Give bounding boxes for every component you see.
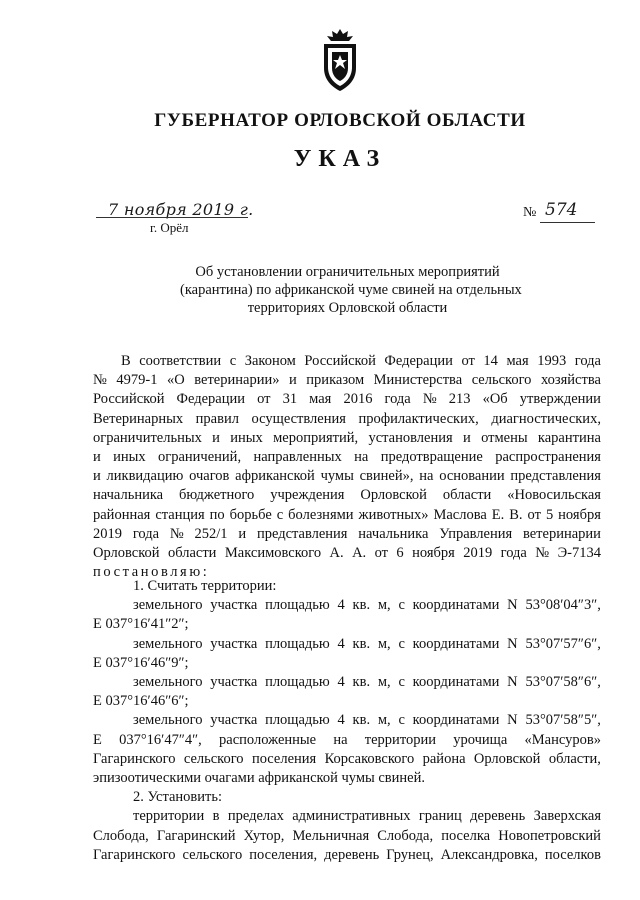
number-sign: №: [523, 205, 537, 220]
operative-line: E 037°16′46″6″;: [93, 693, 189, 710]
word: 4: [337, 712, 345, 729]
word: основании: [439, 468, 505, 485]
word: африканской: [235, 468, 315, 485]
word: административных: [292, 808, 411, 825]
preamble-line: [93, 467, 601, 486]
preamble-line: [93, 410, 601, 429]
word: В.: [509, 506, 523, 523]
word: 1993: [537, 353, 567, 369]
word: учреждения: [270, 487, 345, 504]
word: и: [212, 429, 220, 446]
word: N: [507, 597, 518, 614]
word: сельского: [182, 846, 243, 863]
word: №: [422, 391, 437, 408]
title-line: Об установлении ограничительных мероприятий: [195, 264, 500, 280]
word: Новопетровский: [498, 827, 601, 844]
word: мероприятий,: [273, 429, 359, 446]
word: карантина: [537, 429, 601, 446]
word: Александровка,: [440, 846, 538, 863]
word: на: [354, 449, 369, 466]
word: с: [398, 712, 405, 729]
word: и: [93, 449, 101, 466]
word: района: [422, 750, 466, 767]
word: участка: [210, 674, 258, 691]
word: года: [132, 525, 160, 542]
handwritten-number: 574: [545, 200, 578, 220]
word: Э-7134: [557, 545, 601, 562]
title-line: территориях Орловской области: [247, 300, 448, 316]
word: Маслова: [433, 506, 487, 523]
word: N: [507, 674, 518, 691]
word: с: [276, 506, 284, 523]
word: 53°07′57″6″,: [525, 635, 601, 652]
word: Хутор,: [243, 827, 285, 844]
operative-line: [93, 807, 601, 826]
word: от: [461, 353, 475, 369]
word: области: [442, 487, 492, 504]
word: 252/1: [194, 525, 228, 542]
word: кв.: [352, 635, 371, 652]
word: хозяйства: [540, 372, 601, 389]
word: ноября: [412, 545, 455, 562]
word: 2019: [463, 545, 493, 562]
preamble-line: [93, 486, 601, 505]
word: 037°16′47″4″,: [119, 731, 202, 748]
word: борьбе: [229, 506, 272, 523]
word: земельного: [133, 674, 203, 691]
word: №: [169, 525, 184, 542]
word: поселков: [544, 846, 601, 863]
word: участка: [210, 712, 258, 729]
word: Федерации: [384, 353, 453, 369]
word: станция: [155, 506, 205, 523]
word: Орловской: [360, 487, 427, 504]
word: 6: [396, 545, 404, 562]
word: и: [462, 429, 471, 446]
word: площадью: [265, 635, 330, 652]
document-type: УКАЗ: [293, 146, 387, 172]
word: болезнями: [288, 506, 354, 523]
word: E: [93, 731, 102, 748]
word: Грунец,: [386, 846, 434, 863]
word: года: [500, 545, 527, 562]
word: представления: [256, 525, 348, 542]
word: животных»: [358, 506, 429, 523]
word: и: [238, 525, 247, 542]
word: бюджетного: [179, 487, 255, 504]
word: кв.: [352, 597, 371, 614]
word: №: [93, 372, 107, 389]
word: на: [419, 468, 434, 485]
word: отмены: [481, 429, 528, 446]
word: урочища: [453, 731, 508, 748]
word: года: [574, 353, 601, 369]
word: территории: [133, 808, 205, 825]
word: осуществления: [251, 410, 346, 427]
operative-line: [93, 596, 601, 615]
word: м,: [377, 597, 391, 614]
word: иных: [230, 429, 263, 446]
word: Российской: [304, 353, 376, 369]
word: координатами: [412, 712, 500, 729]
word: Заверхская: [533, 808, 601, 825]
preamble-line: [93, 390, 601, 409]
word: очагов: [189, 468, 230, 485]
word: по: [209, 506, 225, 523]
word: 2016: [343, 391, 373, 408]
handwritten-date: 7 ноября 2019 г.: [108, 200, 254, 219]
date-underline: [96, 217, 248, 218]
word: установления: [368, 429, 453, 446]
word: распространения: [495, 449, 601, 466]
city-label: г. Орёл: [150, 220, 189, 235]
word: ветеринарии»: [194, 372, 280, 389]
word: координатами: [412, 674, 500, 691]
word: площадью: [265, 674, 330, 691]
word: координатами: [412, 597, 500, 614]
word: кв.: [352, 712, 371, 729]
word: Орловской: [473, 750, 541, 767]
word: и: [289, 372, 297, 389]
word: ноября: [558, 506, 601, 523]
word: кв.: [352, 674, 371, 691]
word: №: [535, 545, 550, 562]
word: с: [229, 353, 237, 369]
operative-line: [93, 750, 601, 769]
word: сельского: [183, 750, 244, 767]
word: года: [384, 391, 411, 408]
operative-section: [93, 577, 601, 865]
word: Гагаринского: [93, 846, 176, 863]
word: 4: [337, 597, 345, 614]
word: начальника: [358, 525, 429, 542]
word: расположенные: [219, 731, 317, 748]
word: поселения,: [249, 846, 318, 863]
word: утверждении: [519, 391, 601, 408]
word: области,: [548, 750, 601, 767]
word: предотвращение: [380, 449, 483, 466]
word: м,: [377, 712, 391, 729]
word: Ветеринарных: [93, 410, 184, 427]
word: начальника: [93, 487, 164, 504]
word: участка: [210, 635, 258, 652]
word: В: [121, 353, 131, 369]
operative-line: эпизоотическими очагами африканской чумы свиней.: [93, 770, 425, 787]
preamble-line: [93, 352, 601, 371]
word: 53°07′58″6″,: [525, 674, 601, 691]
word: 14: [483, 353, 498, 369]
word: с: [398, 635, 405, 652]
word: Федерации: [176, 391, 246, 408]
operative-line: [93, 711, 601, 730]
word: координатами: [412, 635, 500, 652]
preamble-line: [93, 429, 601, 448]
word: свиней»,: [359, 468, 414, 485]
operative-line: E 037°16′46″9″;: [93, 654, 189, 671]
word: 53°08′04″3″,: [525, 597, 601, 614]
word: Е.: [491, 506, 505, 523]
word: 213: [448, 391, 471, 408]
preamble-line: [93, 371, 601, 390]
preamble-line: [93, 525, 601, 544]
word: пределах: [227, 808, 284, 825]
word: Министерства: [373, 372, 463, 389]
word: и: [93, 468, 101, 485]
operative-line: [93, 846, 601, 865]
word: мая: [309, 391, 332, 408]
word: от: [257, 391, 271, 408]
coat-of-arms-emblem: [318, 28, 362, 92]
word: представления: [510, 468, 601, 485]
preamble-line: [93, 506, 601, 525]
operative-line: 2. Установить:: [133, 789, 223, 806]
word: Слобода,: [377, 827, 434, 844]
word: области: [167, 545, 217, 562]
preamble-line: [93, 544, 601, 563]
word: иных: [113, 449, 146, 466]
word: Слобода,: [93, 827, 149, 844]
word: 4979-1: [116, 372, 158, 389]
word: Мельничная: [292, 827, 370, 844]
word: участка: [210, 597, 258, 614]
word: 31: [282, 391, 298, 408]
word: мая: [506, 353, 529, 369]
word: А.: [352, 545, 367, 562]
word: ликвидацию: [106, 468, 184, 485]
operative-line: [93, 635, 601, 654]
title-line: (карантина) по африканской чуме свиней на отдельных: [180, 282, 522, 298]
operative-line: 1. Считать территории:: [133, 578, 277, 594]
operative-line: [93, 827, 601, 846]
word: с: [398, 674, 405, 691]
word: Орловской: [93, 545, 160, 562]
word: профилактических,: [358, 410, 479, 427]
word: А.: [329, 545, 344, 562]
word: чумы: [320, 468, 354, 485]
word: границ: [418, 808, 462, 825]
word: Гагаринского: [93, 750, 176, 767]
word: «О: [167, 372, 185, 389]
operative-line: [93, 673, 601, 692]
word: сельского: [471, 372, 532, 389]
word: 2019: [93, 525, 122, 542]
word: Корсаковского: [324, 750, 415, 767]
word: Законом: [244, 353, 296, 369]
word: с: [398, 597, 405, 614]
word: ветеринарии: [522, 525, 601, 542]
word: приказом: [306, 372, 365, 389]
word: «Новосильская: [507, 487, 601, 504]
word: от: [374, 545, 388, 562]
word: N: [507, 635, 518, 652]
word: районная: [93, 506, 151, 523]
decree-verb: постановляю:: [93, 564, 210, 581]
word: площадью: [265, 712, 330, 729]
word: земельного: [133, 597, 203, 614]
word: Максимовского: [224, 545, 322, 562]
word: «Мансуров»: [524, 731, 601, 748]
word: поселения: [251, 750, 317, 767]
word: площадью: [265, 597, 330, 614]
word: поселка: [441, 827, 491, 844]
word: ограничений,: [158, 449, 242, 466]
issuer-heading: ГУБЕРНАТОР ОРЛОВСКОЙ ОБЛАСТИ: [154, 110, 526, 131]
word: деревень: [324, 846, 380, 863]
operative-line: E 037°16′41″2″;: [93, 616, 189, 633]
word: земельного: [133, 712, 203, 729]
word: деревень: [470, 808, 526, 825]
word: м,: [377, 635, 391, 652]
word: Российской: [93, 391, 165, 408]
word: м,: [377, 674, 391, 691]
preamble-line: [93, 448, 601, 467]
word: 53°07′58″5″,: [525, 712, 601, 729]
word: земельного: [133, 635, 203, 652]
word: направленных: [253, 449, 342, 466]
word: диагностических,: [491, 410, 601, 427]
word: «Об: [482, 391, 508, 408]
word: Гагаринский: [156, 827, 236, 844]
word: на: [333, 731, 348, 748]
word: 4: [337, 635, 345, 652]
operative-line: [93, 731, 601, 750]
document-title: [180, 263, 522, 317]
word: соответствии: [139, 353, 222, 369]
word: правил: [195, 410, 239, 427]
word: территории: [364, 731, 436, 748]
word: 4: [337, 674, 345, 691]
word: от: [527, 506, 541, 523]
word: в: [212, 808, 220, 825]
word: N: [507, 712, 518, 729]
preamble-paragraph: [93, 352, 601, 582]
word: 5: [545, 506, 554, 523]
number-underline: [540, 222, 595, 223]
word: ограничительных: [93, 429, 202, 446]
word: Управления: [439, 525, 513, 542]
